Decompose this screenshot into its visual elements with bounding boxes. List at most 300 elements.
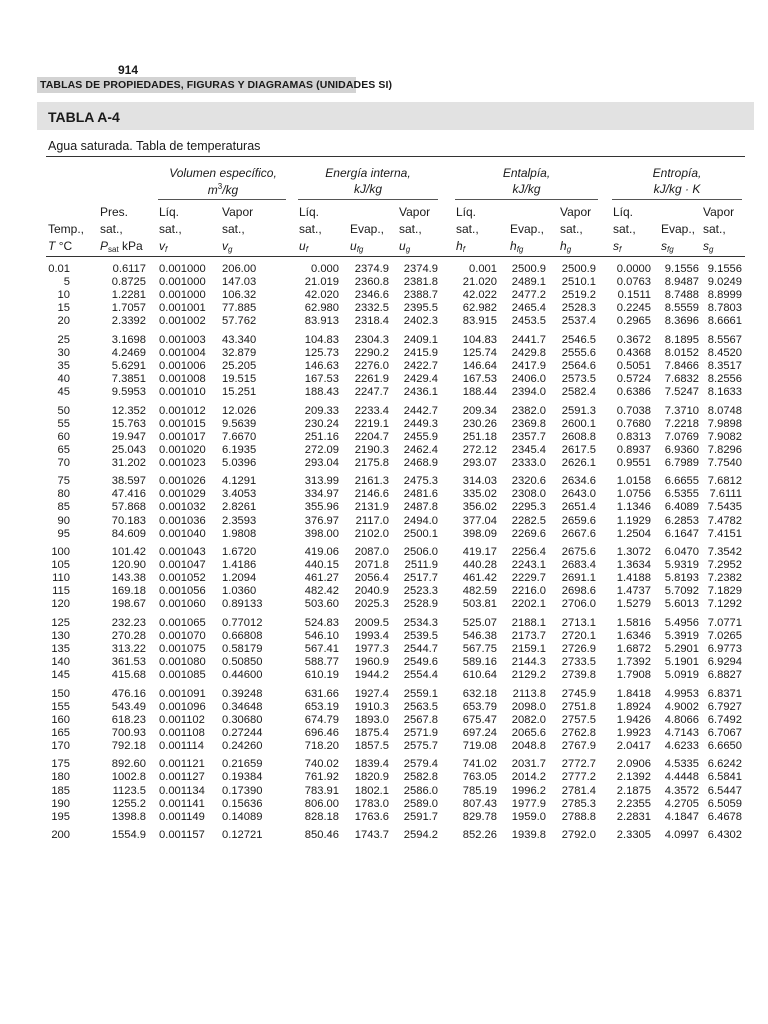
cell-temp: 105 <box>51 559 70 572</box>
cell-hf: 632.18 <box>462 687 497 700</box>
cell-hg: 2582.4 <box>561 386 596 399</box>
cell-sfg: 8.1895 <box>664 333 699 346</box>
cell-temp: 180 <box>51 771 70 784</box>
cell-uf: 850.46 <box>304 829 339 842</box>
cell-vf: 0.001003 <box>159 333 206 346</box>
table-row <box>0 714 768 727</box>
col-sf-line2: sat., <box>613 222 636 236</box>
cell-vf: 0.001040 <box>159 527 206 540</box>
table-row <box>0 598 768 611</box>
cell-sg: 7.5435 <box>707 501 742 514</box>
cell-hg: 2767.9 <box>561 739 596 752</box>
cell-uf: 674.79 <box>304 713 339 726</box>
cell-hf: 21.020 <box>462 276 497 289</box>
cell-uf: 62.980 <box>304 302 339 315</box>
cell-temp: 145 <box>51 669 70 682</box>
col-sg-symbol: $s_g$ <box>703 239 714 254</box>
table-row <box>0 546 768 559</box>
cell-vg: 19.515 <box>222 373 257 386</box>
cell-pres: 198.67 <box>111 598 146 611</box>
cell-sg: 6.6242 <box>707 758 742 771</box>
cell-vf: 0.001060 <box>159 598 206 611</box>
cell-vg: 0.27244 <box>222 726 263 739</box>
cell-temp: 190 <box>51 797 70 810</box>
cell-vg: 1.2094 <box>222 572 257 585</box>
cell-ug: 2388.7 <box>403 289 438 302</box>
table-row <box>0 373 768 386</box>
cell-vg: 2.3593 <box>222 514 257 527</box>
cell-uf: 167.53 <box>304 373 339 386</box>
cell-sfg: 9.1556 <box>664 263 699 275</box>
cell-vg: 1.0360 <box>222 585 257 598</box>
cell-vf: 0.001008 <box>159 373 206 386</box>
cell-sg: 7.8296 <box>707 443 742 456</box>
cell-sg: 7.9082 <box>707 430 742 443</box>
cell-uf: 21.019 <box>304 276 339 289</box>
cell-ug: 2571.9 <box>403 726 438 739</box>
cell-ufg: 2175.8 <box>354 456 389 469</box>
cell-sfg: 8.0152 <box>664 346 699 359</box>
cell-sf: 0.0000 <box>616 263 651 275</box>
cell-ug: 2422.7 <box>403 359 438 372</box>
cell-sg: 7.0771 <box>707 616 742 629</box>
cell-vf: 0.001015 <box>159 417 206 430</box>
cell-sf: 0.6386 <box>616 386 651 399</box>
section-title: TABLAS DE PROPIEDADES, FIGURAS Y DIAGRAMAS (UNIDADES SI) <box>40 79 393 91</box>
cell-temp: 115 <box>52 585 70 598</box>
cell-pres: 25.043 <box>111 443 146 456</box>
cell-hfg: 2082.0 <box>511 713 546 726</box>
cell-sg: 6.7067 <box>707 726 742 739</box>
cell-sf: 1.0756 <box>616 488 651 501</box>
cell-hfg: 2308.0 <box>511 488 546 501</box>
cell-temp: 90 <box>57 514 70 527</box>
cell-sf: 1.8924 <box>616 700 651 713</box>
cell-hfg: 2229.7 <box>511 572 546 585</box>
group-underline-entropy <box>612 199 742 200</box>
cell-hf: 567.75 <box>462 643 497 656</box>
table-title: Agua saturada. Tabla de temperaturas <box>48 139 261 153</box>
cell-temp: 0.01 <box>48 263 70 275</box>
cell-uf: 653.19 <box>304 700 339 713</box>
cell-sg: 6.7927 <box>707 700 742 713</box>
cell-hfg: 2477.2 <box>511 289 546 302</box>
cell-hf: 272.12 <box>462 443 497 456</box>
cell-hg: 2528.3 <box>561 302 596 315</box>
cell-vg: 0.14089 <box>222 810 263 823</box>
cell-hg: 2608.8 <box>561 430 596 443</box>
table-row <box>0 656 768 669</box>
group-underline-energy <box>298 199 438 200</box>
cell-pres: 476.16 <box>111 687 146 700</box>
cell-temp: 200 <box>51 829 70 842</box>
cell-sf: 1.9923 <box>616 726 651 739</box>
cell-sf: 0.5051 <box>616 359 651 372</box>
cell-vg: 15.251 <box>222 386 257 399</box>
cell-temp: 55 <box>57 417 70 430</box>
cell-temp: 95 <box>57 527 70 540</box>
col-sf-line1: Líq. <box>613 205 634 219</box>
col-ufg-line2: Evap., <box>350 222 385 236</box>
cell-vg: 0.77012 <box>222 616 263 629</box>
col-hfg-line2: Evap., <box>510 222 545 236</box>
cell-temp: 155 <box>51 700 70 713</box>
cell-vf: 0.001149 <box>159 810 205 823</box>
group-underline-enthalpy <box>455 199 598 200</box>
cell-uf: 806.00 <box>304 797 339 810</box>
cell-ug: 2500.1 <box>403 527 438 540</box>
cell-ufg: 1977.3 <box>354 643 389 656</box>
cell-pres: 2.3392 <box>111 315 146 328</box>
table-row <box>0 515 768 528</box>
table-row <box>0 289 768 302</box>
cell-ug: 2468.9 <box>403 456 438 469</box>
cell-sg: 8.4520 <box>707 346 742 359</box>
cell-vg: 206.00 <box>222 263 257 275</box>
cell-ufg: 2204.7 <box>354 430 389 443</box>
cell-sfg: 4.8066 <box>664 713 699 726</box>
cell-ufg: 2146.6 <box>354 488 389 501</box>
table-row <box>0 457 768 470</box>
cell-hg: 2651.4 <box>561 501 596 514</box>
table-row <box>0 829 768 842</box>
cell-ug: 2381.8 <box>403 276 438 289</box>
cell-uf: 461.27 <box>304 572 339 585</box>
cell-ug: 2487.8 <box>403 501 438 514</box>
cell-vf: 0.001127 <box>159 771 205 784</box>
cell-ug: 2462.4 <box>403 443 438 456</box>
table-row <box>0 669 768 682</box>
cell-sfg: 4.9002 <box>664 700 699 713</box>
cell-ug: 2579.4 <box>403 758 438 771</box>
cell-ug: 2449.3 <box>403 417 438 430</box>
cell-ufg: 2360.8 <box>354 276 389 289</box>
table-row <box>0 643 768 656</box>
cell-sf: 0.2965 <box>616 315 651 328</box>
cell-sg: 9.1556 <box>707 263 742 275</box>
cell-hg: 2762.8 <box>561 726 596 739</box>
col-sg-line2: sat., <box>703 222 726 236</box>
cell-temp: 135 <box>51 643 70 656</box>
cell-ug: 2549.6 <box>403 656 438 669</box>
cell-hfg: 1977.9 <box>511 797 546 810</box>
table-row <box>0 771 768 784</box>
cell-vf: 0.001043 <box>159 546 206 559</box>
cell-sf: 1.1929 <box>616 514 651 527</box>
cell-hfg: 2129.2 <box>511 669 546 682</box>
cell-temp: 35 <box>57 359 70 372</box>
cell-vg: 0.89133 <box>222 598 263 611</box>
cell-hf: 829.78 <box>462 810 497 823</box>
cell-sf: 0.0763 <box>616 276 651 289</box>
cell-sf: 2.3305 <box>616 829 651 842</box>
col-hfg-symbol: $h_{fg}$ <box>510 239 524 254</box>
cell-hfg: 2014.2 <box>511 771 546 784</box>
cell-hf: 503.81 <box>462 598 497 611</box>
cell-vf: 0.001134 <box>159 784 205 797</box>
table-row <box>0 617 768 630</box>
cell-ufg: 2304.3 <box>354 333 389 346</box>
cell-temp: 50 <box>57 404 70 417</box>
cell-vf: 0.001108 <box>159 726 205 739</box>
cell-hf: 697.24 <box>462 726 497 739</box>
cell-sf: 1.7908 <box>616 669 651 682</box>
cell-hg: 2537.4 <box>561 315 596 328</box>
cell-hf: 741.02 <box>462 758 497 771</box>
col-ug-symbol: $u_g$ <box>399 239 411 254</box>
col-hf-symbol: $h_f$ <box>456 239 465 254</box>
cell-hfg: 2357.7 <box>511 430 546 443</box>
cell-hg: 2713.1 <box>561 616 596 629</box>
cell-vg: 0.34648 <box>222 700 263 713</box>
cell-sg: 8.7803 <box>707 302 742 315</box>
cell-hfg: 1939.8 <box>511 829 546 842</box>
cell-pres: 1398.8 <box>111 810 146 823</box>
col-sfg-symbol: $s_{fg}$ <box>661 239 674 254</box>
cell-hg: 2573.5 <box>561 373 596 386</box>
cell-ug: 2591.7 <box>403 810 438 823</box>
cell-hg: 2555.6 <box>561 346 596 359</box>
cell-vg: 4.1291 <box>222 475 257 488</box>
cell-sg: 8.0748 <box>707 404 742 417</box>
cell-vg: 2.8261 <box>222 501 257 514</box>
cell-sfg: 6.7989 <box>664 456 699 469</box>
cell-pres: 892.60 <box>111 758 146 771</box>
cell-uf: 740.02 <box>304 758 339 771</box>
cell-ufg: 2102.0 <box>354 527 389 540</box>
cell-hg: 2626.1 <box>561 456 596 469</box>
cell-temp: 110 <box>52 572 70 585</box>
cell-hg: 2751.8 <box>561 700 596 713</box>
cell-sfg: 6.4089 <box>664 501 699 514</box>
col-hg-line1: Vapor <box>560 205 592 219</box>
cell-vf: 0.001029 <box>159 488 206 501</box>
cell-hfg: 2031.7 <box>511 758 546 771</box>
cell-ug: 2429.4 <box>403 373 438 386</box>
cell-pres: 1554.9 <box>111 829 146 842</box>
table-row <box>0 315 768 328</box>
cell-vf: 0.001047 <box>159 559 206 572</box>
cell-sg: 7.6812 <box>707 475 742 488</box>
cell-hf: 83.915 <box>462 315 497 328</box>
cell-ug: 2554.4 <box>403 669 438 682</box>
cell-sfg: 5.0919 <box>664 669 699 682</box>
cell-ufg: 1802.1 <box>354 784 389 797</box>
cell-vf: 0.001157 <box>159 829 205 842</box>
cell-vf: 0.001036 <box>159 514 206 527</box>
cell-hf: 377.04 <box>462 514 497 527</box>
cell-hfg: 2048.8 <box>511 739 546 752</box>
cell-ug: 2374.9 <box>403 263 438 275</box>
cell-hf: 209.34 <box>462 404 497 417</box>
cell-vg: 77.885 <box>222 302 257 315</box>
cell-pres: 0.8725 <box>111 276 146 289</box>
cell-pres: 15.763 <box>111 417 146 430</box>
cell-pres: 792.18 <box>111 739 146 752</box>
cell-uf: 334.97 <box>304 488 339 501</box>
cell-ufg: 2374.9 <box>354 263 389 275</box>
cell-sf: 2.0417 <box>616 739 651 752</box>
cell-sg: 6.9773 <box>707 643 742 656</box>
cell-hg: 2659.6 <box>561 514 596 527</box>
cell-pres: 70.183 <box>111 514 146 527</box>
cell-vf: 0.001075 <box>159 643 206 656</box>
cell-pres: 313.22 <box>111 643 146 656</box>
cell-uf: 718.20 <box>304 739 339 752</box>
table-label-band <box>37 102 754 130</box>
cell-hf: 807.43 <box>462 797 497 810</box>
cell-hf: 482.59 <box>462 585 497 598</box>
cell-sfg: 8.7488 <box>664 289 699 302</box>
cell-uf: 828.18 <box>304 810 339 823</box>
cell-pres: 270.28 <box>111 629 146 642</box>
cell-temp: 5 <box>63 276 70 289</box>
cell-hg: 2546.5 <box>561 333 596 346</box>
cell-vf: 0.001000 <box>159 263 206 275</box>
cell-ufg: 2219.1 <box>354 417 389 430</box>
col-vf-symbol: $v_f$ <box>159 239 168 254</box>
group-unit-energy: kJ/kg <box>353 182 382 196</box>
cell-hg: 2785.3 <box>561 797 596 810</box>
col-uf-line1: Líq. <box>299 205 320 219</box>
cell-sg: 8.8999 <box>707 289 742 302</box>
cell-hf: 104.83 <box>462 333 497 346</box>
cell-temp: 170 <box>51 739 70 752</box>
cell-sg: 6.9294 <box>707 656 742 669</box>
cell-hfg: 2489.1 <box>511 276 546 289</box>
cell-ug: 2494.0 <box>403 514 438 527</box>
cell-hf: 419.17 <box>462 546 497 559</box>
cell-vg: 5.0396 <box>222 456 257 469</box>
cell-hfg: 2282.5 <box>511 514 546 527</box>
cell-vf: 0.001121 <box>159 758 205 771</box>
cell-hf: 610.64 <box>462 669 497 682</box>
cell-sg: 8.2556 <box>707 373 742 386</box>
cell-hg: 2733.5 <box>561 656 596 669</box>
cell-vf: 0.001141 <box>159 797 205 810</box>
cell-vf: 0.001026 <box>159 475 206 488</box>
table-row <box>0 701 768 714</box>
cell-ufg: 2087.0 <box>354 546 389 559</box>
cell-ufg: 2346.6 <box>354 289 389 302</box>
cell-uf: 125.73 <box>304 346 339 359</box>
cell-pres: 143.38 <box>111 572 146 585</box>
cell-uf: 355.96 <box>304 501 339 514</box>
cell-sg: 7.4782 <box>707 514 742 527</box>
cell-sfg: 4.9953 <box>664 687 699 700</box>
cell-pres: 700.93 <box>111 726 146 739</box>
cell-sf: 0.8937 <box>616 443 651 456</box>
cell-hf: 314.03 <box>462 475 497 488</box>
cell-vf: 0.001085 <box>159 669 206 682</box>
cell-vg: 0.12721 <box>222 829 263 842</box>
cell-ug: 2589.0 <box>403 797 438 810</box>
cell-ug: 2586.0 <box>403 784 438 797</box>
cell-hf: 356.02 <box>462 501 497 514</box>
cell-ug: 2436.1 <box>403 386 438 399</box>
cell-temp: 70 <box>57 456 70 469</box>
col-uf-line2: sat., <box>299 222 322 236</box>
cell-hfg: 2065.6 <box>511 726 546 739</box>
cell-temp: 75 <box>57 475 70 488</box>
table-row <box>0 488 768 501</box>
cell-sg: 6.4678 <box>707 810 742 823</box>
table-row <box>0 444 768 457</box>
cell-pres: 415.68 <box>111 669 146 682</box>
cell-hf: 763.05 <box>462 771 497 784</box>
cell-hg: 2706.0 <box>561 598 596 611</box>
cell-sg: 8.5567 <box>707 333 742 346</box>
cell-sg: 6.6650 <box>707 739 742 752</box>
col-ug-line1: Vapor <box>399 205 431 219</box>
cell-sfg: 7.6832 <box>664 373 699 386</box>
cell-pres: 0.6117 <box>112 263 146 275</box>
cell-vf: 0.001114 <box>159 739 204 752</box>
cell-temp: 185 <box>51 784 70 797</box>
cell-uf: 376.97 <box>304 514 339 527</box>
cell-sf: 1.4188 <box>616 572 651 585</box>
col-sfg-line2: Evap., <box>661 222 696 236</box>
table-row <box>0 688 768 701</box>
cell-vg: 147.03 <box>222 276 257 289</box>
cell-hg: 2510.1 <box>561 276 596 289</box>
cell-vg: 9.5639 <box>222 417 257 430</box>
cell-hg: 2600.1 <box>561 417 596 430</box>
cell-vg: 0.66808 <box>222 629 263 642</box>
cell-sg: 6.5059 <box>707 797 742 810</box>
cell-pres: 47.416 <box>111 488 146 501</box>
cell-sfg: 5.8193 <box>664 572 699 585</box>
cell-vf: 0.001065 <box>159 616 206 629</box>
cell-sf: 0.2245 <box>616 302 651 315</box>
cell-ufg: 2040.9 <box>354 585 389 598</box>
cell-sf: 0.3672 <box>616 333 651 346</box>
cell-uf: 631.66 <box>304 687 339 700</box>
cell-uf: 524.83 <box>304 616 339 629</box>
cell-sf: 1.0158 <box>616 475 651 488</box>
cell-sfg: 6.5355 <box>664 488 699 501</box>
cell-uf: 482.42 <box>304 585 339 598</box>
cell-hf: 125.74 <box>462 346 497 359</box>
cell-ug: 2455.9 <box>403 430 438 443</box>
col-sg-line1: Vapor <box>703 205 735 219</box>
cell-hfg: 2320.6 <box>511 475 546 488</box>
table-row <box>0 528 768 541</box>
cell-vg: 0.30680 <box>222 713 263 726</box>
cell-hf: 230.26 <box>462 417 497 430</box>
cell-hfg: 2159.1 <box>511 643 546 656</box>
cell-sf: 0.7038 <box>616 404 651 417</box>
cell-sf: 1.3634 <box>616 559 651 572</box>
cell-ug: 2511.9 <box>404 559 438 572</box>
col-pres-line1: Pres. <box>100 205 129 219</box>
cell-ug: 2544.7 <box>403 643 438 656</box>
cell-hg: 2667.6 <box>561 527 596 540</box>
cell-ufg: 2247.7 <box>354 386 389 399</box>
cell-ug: 2442.7 <box>403 404 438 417</box>
header-rule <box>46 256 745 257</box>
table-row <box>0 418 768 431</box>
cell-temp: 195 <box>51 810 70 823</box>
cell-uf: 209.33 <box>304 404 339 417</box>
cell-ufg: 1993.4 <box>354 629 389 642</box>
cell-sf: 1.6346 <box>616 629 651 642</box>
cell-hf: 461.42 <box>462 572 497 585</box>
cell-hg: 2691.1 <box>561 572 596 585</box>
cell-pres: 618.23 <box>111 713 146 726</box>
cell-ug: 2395.5 <box>403 302 438 315</box>
cell-vg: 0.50850 <box>222 656 263 669</box>
